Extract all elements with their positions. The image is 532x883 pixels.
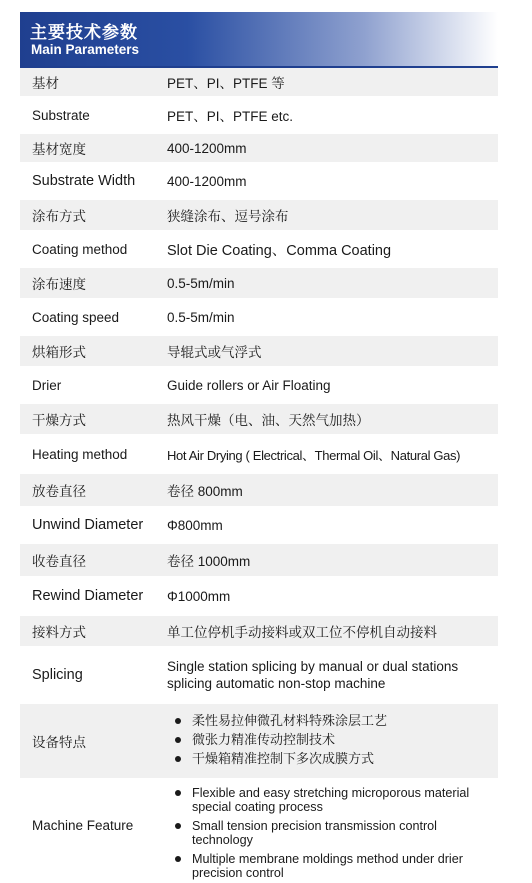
param-row-heating-en [20,434,498,474]
param-label: 基材宽度 [32,142,86,157]
header-title-zh: 主要技术参数 [30,23,138,42]
feature-text: 微张力精准传动控制技术 [192,732,336,747]
param-row-drier-en [20,366,498,404]
param-row-substrate-zh [20,68,498,96]
param-value: 热风干燥（电、油、天然气加热） [167,413,370,428]
param-row-features-zh [20,704,498,778]
section-header [20,12,498,66]
param-value: Slot Die Coating、Comma Coating [167,242,392,259]
param-row-width-en [20,162,498,200]
param-row-coating-method-en [20,230,498,268]
param-value: PET、PI、PTFE 等 [167,76,285,91]
param-label: 涂布方式 [32,209,86,224]
feature-item [175,819,496,847]
bullet-icon [175,823,181,829]
param-value: 0.5-5m/min [167,275,235,291]
param-row-coating-speed-en [20,298,498,336]
bullet-icon [175,856,181,862]
feature-text: 干燥箱精准控制下多次成膜方式 [192,751,375,766]
param-row-splicing-zh [20,616,498,646]
bullet-icon [175,737,181,743]
param-row-drier-zh [20,336,498,366]
param-value: Φ800mm [167,517,223,533]
param-row-rewind-en [20,576,498,616]
feature-text: 柔性易拉伸微孔材料特殊涂层工艺 [192,713,388,728]
param-label: Rewind Diameter [32,588,144,604]
param-value: 卷径 1000mm [167,554,251,569]
param-label: 收卷直径 [32,554,86,569]
param-value: Guide rollers or Air Floating [167,377,331,393]
param-label: Coating method [32,241,128,257]
param-value: PET、PI、PTFE etc. [167,109,294,124]
param-row-rewind-zh [20,544,498,576]
header-title-en: Main Parameters [31,42,140,57]
param-label: Splicing [32,667,83,683]
param-label: 接料方式 [32,625,86,640]
param-label: 烘箱形式 [32,345,86,360]
param-value: Single station splicing by manual or dual stations splicing automatic non-stop machine [167,659,459,691]
param-label: 涂布速度 [32,277,86,292]
param-label: Heating method [32,446,128,462]
param-value: 导辊式或气浮式 [167,345,262,360]
param-row-unwind-zh [20,474,498,506]
bullet-icon [175,756,181,762]
param-row-unwind-en [20,506,498,544]
bullet-icon [175,718,181,724]
param-label: 干燥方式 [32,413,86,428]
param-value: 卷径 800mm [167,484,243,499]
param-label: Substrate Width [32,173,136,189]
feature-text: Multiple membrane moldings method under drier precision control [192,852,463,880]
param-label: 基材 [32,76,59,91]
bullet-icon [175,790,181,796]
param-row-coating-method-zh [20,200,498,230]
feature-item [175,786,496,814]
param-label: Machine Feature [32,817,134,833]
param-label: Coating speed [32,309,120,325]
param-row-heating-zh [20,404,498,434]
param-label: 放卷直径 [32,484,86,499]
param-value: 400-1200mm [167,173,247,189]
feature-text: Small tension precision transmission control technology [192,819,437,847]
feature-list-zh [175,713,496,767]
feature-text: Flexible and easy stretching microporous material special coating process [192,786,470,814]
param-label: Unwind Diameter [32,517,144,533]
param-row-coating-speed-zh [20,268,498,298]
param-row-substrate-en [20,96,498,134]
param-row-splicing-en [20,646,498,704]
feature-item [175,852,496,880]
param-value: 0.5-5m/min [167,309,235,325]
param-value: Hot Air Drying ( Electrical、Thermal Oil、Natural Gas) [167,447,461,463]
param-row-features-en [20,778,498,880]
param-row-width-zh [20,134,498,162]
feature-item [175,713,496,729]
param-value: 狭缝涂布、逗号涂布 [167,209,289,224]
feature-list-en [175,786,496,880]
feature-item [175,732,496,748]
param-value: Φ1000mm [167,588,231,604]
param-value: 单工位停机手动接料或双工位不停机自动接料 [167,625,437,640]
param-label: 设备特点 [32,735,86,750]
param-value: 400-1200mm [167,140,247,156]
param-label: Drier [32,377,62,393]
feature-item [175,751,496,767]
param-label: Substrate [32,107,90,123]
